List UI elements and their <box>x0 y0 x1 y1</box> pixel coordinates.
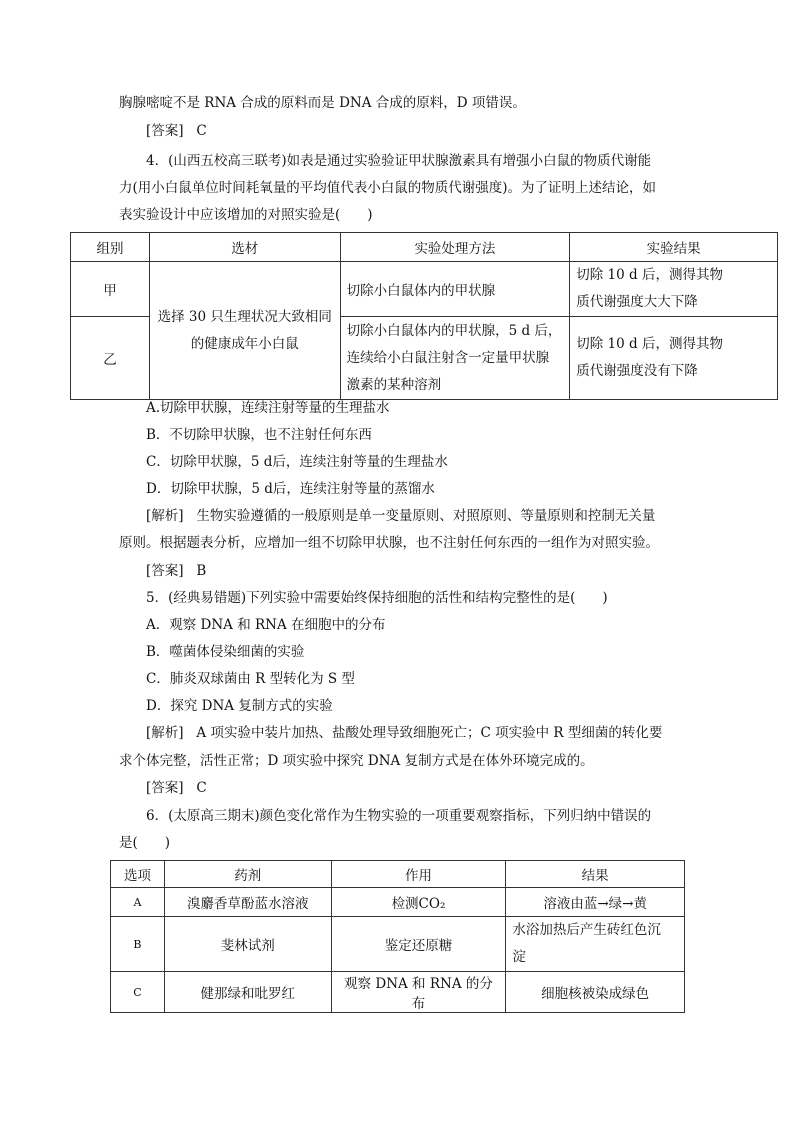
option-d: D．切除甲状腺，5 d后，连续注射等量的蒸馏水 <box>146 481 435 497</box>
answer-line <box>146 778 207 798</box>
option-b: B．不切除甲状腺，也不注射任何东西 <box>146 427 372 443</box>
table-header: 选材 <box>149 233 340 262</box>
question-text: 力(用小白鼠单位时间耗氧量的平均值代表小白鼠的物质代谢强度)。为了证明上述结论，如 <box>119 180 657 196</box>
result-cell <box>506 888 685 917</box>
result-line: 淀 <box>512 949 526 965</box>
result-line: 溶液由蓝→绿→黄 <box>543 896 647 912</box>
method-line: 连续给小白鼠注射含一定量甲状腺 <box>346 349 550 366</box>
result-line: 细胞核被染成绿色 <box>541 986 650 1002</box>
method-line: 切除小白鼠体内的甲状腺 <box>346 283 496 299</box>
question-text: 6．(太原高三期末)颜色变化常作为生物实验的一项重要观察指标，下列归纳中错误的 <box>146 808 652 824</box>
result-line: 质代谢强度没有下降 <box>576 363 698 379</box>
table-header: 组别 <box>71 233 150 262</box>
experiment-table <box>70 232 778 400</box>
option-a: A.切除甲状腺，连续注射等量的生理盐水 <box>146 400 390 416</box>
result-cell <box>570 262 778 317</box>
answer-value: C <box>196 780 207 796</box>
table-row <box>71 262 778 317</box>
result-cell <box>570 317 778 400</box>
method-cell <box>340 317 570 400</box>
table-row <box>111 917 685 972</box>
answer-line <box>146 561 206 581</box>
agent-cell: 健那绿和吡罗红 <box>164 972 331 1013</box>
option-d: D．探究 DNA 复制方式的实验 <box>146 698 333 714</box>
table-header: 结果 <box>506 861 685 888</box>
option-cell: C <box>111 972 165 1013</box>
answer-value: C <box>196 123 207 139</box>
use-cell: 鉴定还原糖 <box>331 917 506 972</box>
option-a: A．观察 DNA 和 RNA 在细胞中的分布 <box>146 617 386 633</box>
group-cell: 甲 <box>71 262 150 317</box>
table-header: 作用 <box>331 861 506 888</box>
material-line: 的健康成年小白鼠 <box>190 335 299 352</box>
question-text: 表实验设计中应该增加的对照实验是( ) <box>119 207 373 223</box>
use-cell: 检测CO₂ <box>331 888 506 917</box>
answer-tag: [答案] <box>146 780 184 796</box>
text-line: 胸腺嘧啶不是 RNA 合成的原料而是 DNA 合成的原料，D 项错误。 <box>119 95 526 111</box>
answer-tag: [答案] <box>146 563 184 579</box>
option-c: C．肺炎双球菌由 R 型转化为 S 型 <box>146 671 355 687</box>
method-line: 激素的某种溶剂 <box>346 376 442 393</box>
table-header: 药剂 <box>164 861 331 888</box>
table-row <box>111 888 685 917</box>
table-header: 实验处理方法 <box>340 233 570 262</box>
option-cell: A <box>111 888 165 917</box>
result-cell <box>506 972 685 1013</box>
analysis-text: A 项实验中装片加热、盐酸处理导致细胞死亡；C 项实验中 R 型细菌的转化要 <box>196 725 663 741</box>
option-cell: B <box>111 917 165 972</box>
answer-tag: [答案] <box>146 123 184 139</box>
analysis-tag: [解析] <box>146 508 184 524</box>
table-header: 实验结果 <box>570 233 778 262</box>
question-text: 4．(山西五校高三联考)如表是通过实验验证甲状腺激素具有增强小白鼠的物质代谢能 <box>146 153 652 169</box>
answer-line <box>146 121 207 141</box>
analysis-text: 原则。根据题表分析，应增加一组不切除甲状腺，也不注射任何东西的一组作为对照实验。 <box>119 535 659 551</box>
analysis-text: 求个体完整，活性正常；D 项实验中探究 DNA 复制方式是在体外环境完成的。 <box>119 753 594 769</box>
analysis-line <box>146 506 655 526</box>
material-cell <box>149 262 340 400</box>
analysis-tag: [解析] <box>146 725 184 741</box>
material-line: 选择 30 只生理状况大致相同 <box>157 308 332 325</box>
table-header: 选项 <box>111 861 165 888</box>
agent-cell: 溴麝香草酚蓝水溶液 <box>164 888 331 917</box>
option-b: B．噬菌体侵染细菌的实验 <box>146 644 305 660</box>
result-line: 水浴加热后产生砖红色沉 <box>512 922 661 938</box>
method-cell <box>340 262 570 317</box>
table-row <box>111 972 685 1013</box>
group-cell: 乙 <box>71 317 150 400</box>
analysis-text: 生物实验遵循的一般原则是单一变量原则、对照原则、等量原则和控制无关量 <box>196 508 656 524</box>
result-cell <box>506 917 685 972</box>
question-text: 5．(经典易错题)下列实验中需要始终保持细胞的活性和结构完整性的是( ) <box>146 590 608 606</box>
agent-cell: 斐林试剂 <box>164 917 331 972</box>
result-line: 质代谢强度大大下降 <box>576 294 698 310</box>
reagent-table <box>110 860 685 1013</box>
result-line: 切除 10 d 后，测得其物 <box>576 336 723 352</box>
analysis-line <box>146 723 662 743</box>
method-line: 切除小白鼠体内的甲状腺，5 d 后， <box>346 322 562 339</box>
question-text: 是( ) <box>119 835 171 851</box>
option-c: C．切除甲状腺，5 d后，连续注射等量的生理盐水 <box>146 454 448 470</box>
use-cell: 观察 DNA 和 RNA 的分布 <box>331 972 506 1013</box>
result-line: 切除 10 d 后，测得其物 <box>576 267 723 283</box>
answer-value: B <box>196 563 207 579</box>
